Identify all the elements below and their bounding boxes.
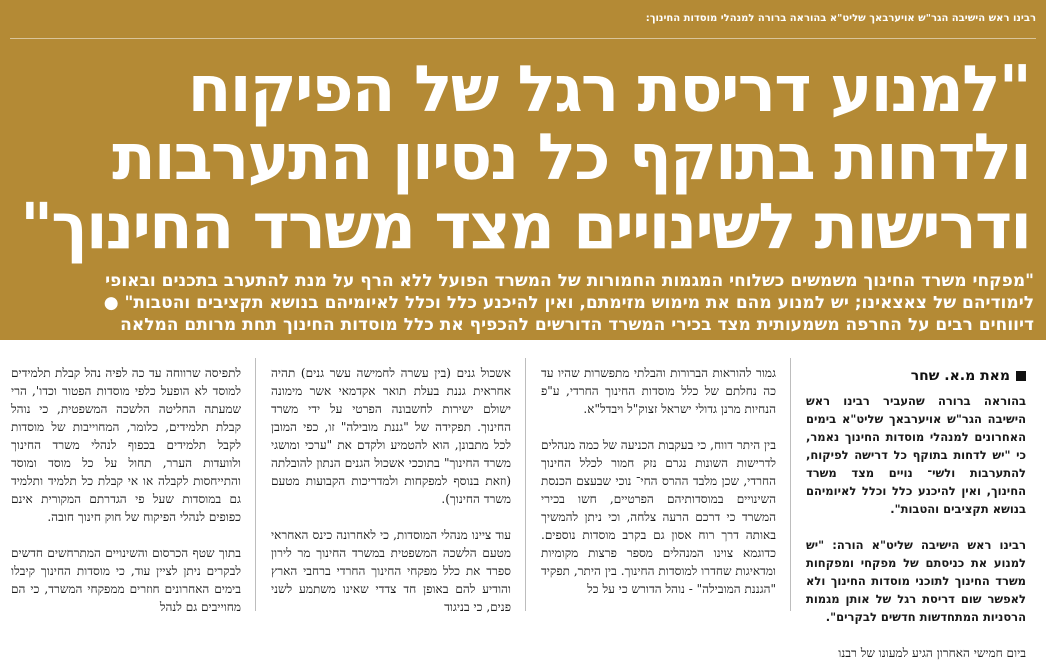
article-paragraph: אשכול גנים (בין עשרה לחמישה עשר גנים) תהיה אחראית גננת בעלת תואר אקדמאי אשר מימונה ישולם ישירות לחשבונה הפרטי על ידי משרד החינוך. תפקידה של "גננת מובילה" זו, כפי המובן לכל מתבונן, הוא להטמיע ולקדם את "ערכי ומושגי משרד החינוך" בתוככי אשכול הגנים הנתון להובלתה (וזאת בנוסף למפקחות ולמדריכות הקבועות מטעם משרד החינוך). bbox=[271, 366, 511, 506]
article-paragraph: לתפיסה שרווחה עד כה לפיה נהל קבלת תלמידים למוסד לא הופעל כלפי מוסדות הפטור וכדו', הרי שמעתה החליטה הלשכה המשפטית, כי נוהל קבלת תלמידים, כלומר, המחוייבות של מוסדות לקבל תלמידים בכפוף לנהלי משרד החינוך ולוועדות הערר, תחול על כל מוסד ומוסד והתייחסות לקבלה או אי קבלת כל תלמיד ותלמיד גם במוסדות שעל פי הגדרתם המקורית אינם כפופים לנהלי הפיקוח של חוק חינוך חובה. bbox=[11, 366, 241, 524]
column-divider bbox=[790, 358, 791, 611]
byline-text: מאת מ.א. שחר bbox=[910, 368, 1010, 384]
byline bbox=[911, 368, 1026, 384]
kicker-line: רבינו ראש הישיבה הגר"ש אויערבאך שליט"א בהוראה ברורה למנהלי מוסדות החינוך: bbox=[645, 13, 1036, 24]
article-paragraph: בתוך שטף הכרסום והשינויים המתרחשים חדשים לבקרים ניתן לציין עוד, כי מוסדות החינוך קיבלו בימים האחרונים חוזרים ממפקחי המשרד, כי הם מחוייבים גם לנהל bbox=[11, 546, 241, 614]
headline-line-3: ודרישות לשינויים מצד משרד החינוך" bbox=[20, 189, 1030, 263]
subhead-line-1: "מפקחי משרד החינוך משמשים כשלוחי המגמות החמורות של המשרד הפועל ללא הרף על מנת להתערב בתכנים ובאופי bbox=[105, 271, 1034, 291]
article-column-2 bbox=[541, 364, 776, 598]
article-column-4 bbox=[11, 364, 241, 616]
article-column-1 bbox=[806, 392, 1026, 662]
article-paragraph: גמור להוראות הברורות והבלתי מתפשרות שהיו עד כה נחלתם של כלל מוסדות החינוך החרדי, ע"פ הנחיות מרנן גדולי ישראל זצוק"ל ויבדל"א. bbox=[541, 366, 776, 416]
subheadline bbox=[12, 270, 1034, 336]
headline-line-2: ולדחות בתוקף כל נסיון התערבות bbox=[112, 121, 1030, 195]
article-paragraph: בהוראה ברורה שהעביר רבינו ראש הישיבה הגר"ש אויערבאך שליט"א בימים האחרונים למנהלי מוסדות החינוך נאמר, כי "יש לדחות בתוקף כל דרישה לפיקוח, להתערבות ולשי־ נויים מצד משרד החינוך, ואין להיכנע כלל וכלל לאיומיהם בנושא תקציבים והטבות". bbox=[806, 394, 1026, 516]
column-divider bbox=[255, 358, 256, 611]
main-headline bbox=[16, 53, 1030, 263]
column-divider bbox=[525, 358, 526, 611]
article-paragraph: בין היתר דווח, כי בעקבות הכניעה של כמה מנהלים לדרישות השונות נגרם נזק חמור לכלל החינוך החרדי, שכן מלבד ההרס החי־ נוכי שבעצם הכנסת השינויים במוסדותיהם הפרטיים, חשו בכירי המשרד כי דרכם הרעה צלחה, וכי ניתן להמשיך באותה דרך רוח אסון גם בקרב מוסדות נוספים. כדוגמא צוינו המנהלים מספר פרצות מקומיות ומדאיגות שחדרו למוסדות החינוך. בין היתר, תפקיד "הגננת המובילה" - נוהל הדורש כי על כל bbox=[541, 438, 776, 596]
article-paragraph: רבינו ראש הישיבה שליט"א הורה: "יש למנוע את כניסתם של מפקחי ומפקחות משרד החינוך לתוכני מוסדות החינוך ולא לאפשר שום דריסת רגל של אותן מגמות הרסניות המתחדשות חדשים לבקרים". bbox=[806, 538, 1026, 624]
subhead-line-3: דיווחים רבים על החרפה משמעותית מצד בכירי המשרד הדורשים להכפיף את כלל מוסדות החינוך תחת מרותם המלאה bbox=[120, 315, 1034, 335]
article-column-3 bbox=[271, 364, 511, 616]
headline-line-1: "למנוע דריסת רגל של הפיקוח bbox=[187, 53, 1030, 127]
byline-square-icon bbox=[1016, 371, 1026, 381]
article-paragraph: עוד ציינו מנהלי המוסדות, כי לאחרונה כינס האחראי מטעם הלשכה המשפטית במשרד החינוך מר לירון ספרד את כלל מפקחי החינוך החרדי ברחבי הארץ והודיע להם באופן חד צדדי שאינו משתמע לשני פנים, כי בניגוד bbox=[271, 528, 511, 614]
article-paragraph: ביום חמישי האחרון הגיע למעונו של רבנו bbox=[838, 646, 1026, 660]
subhead-line-2: לימודיהם של צאצאינו; יש למנוע מהם את מימוש מזימתם, ואין להיכנע כלל וכלל לאיומיהם בנושא תקציבים והטבות" ● bbox=[103, 293, 1034, 313]
kicker-divider bbox=[10, 38, 1036, 39]
